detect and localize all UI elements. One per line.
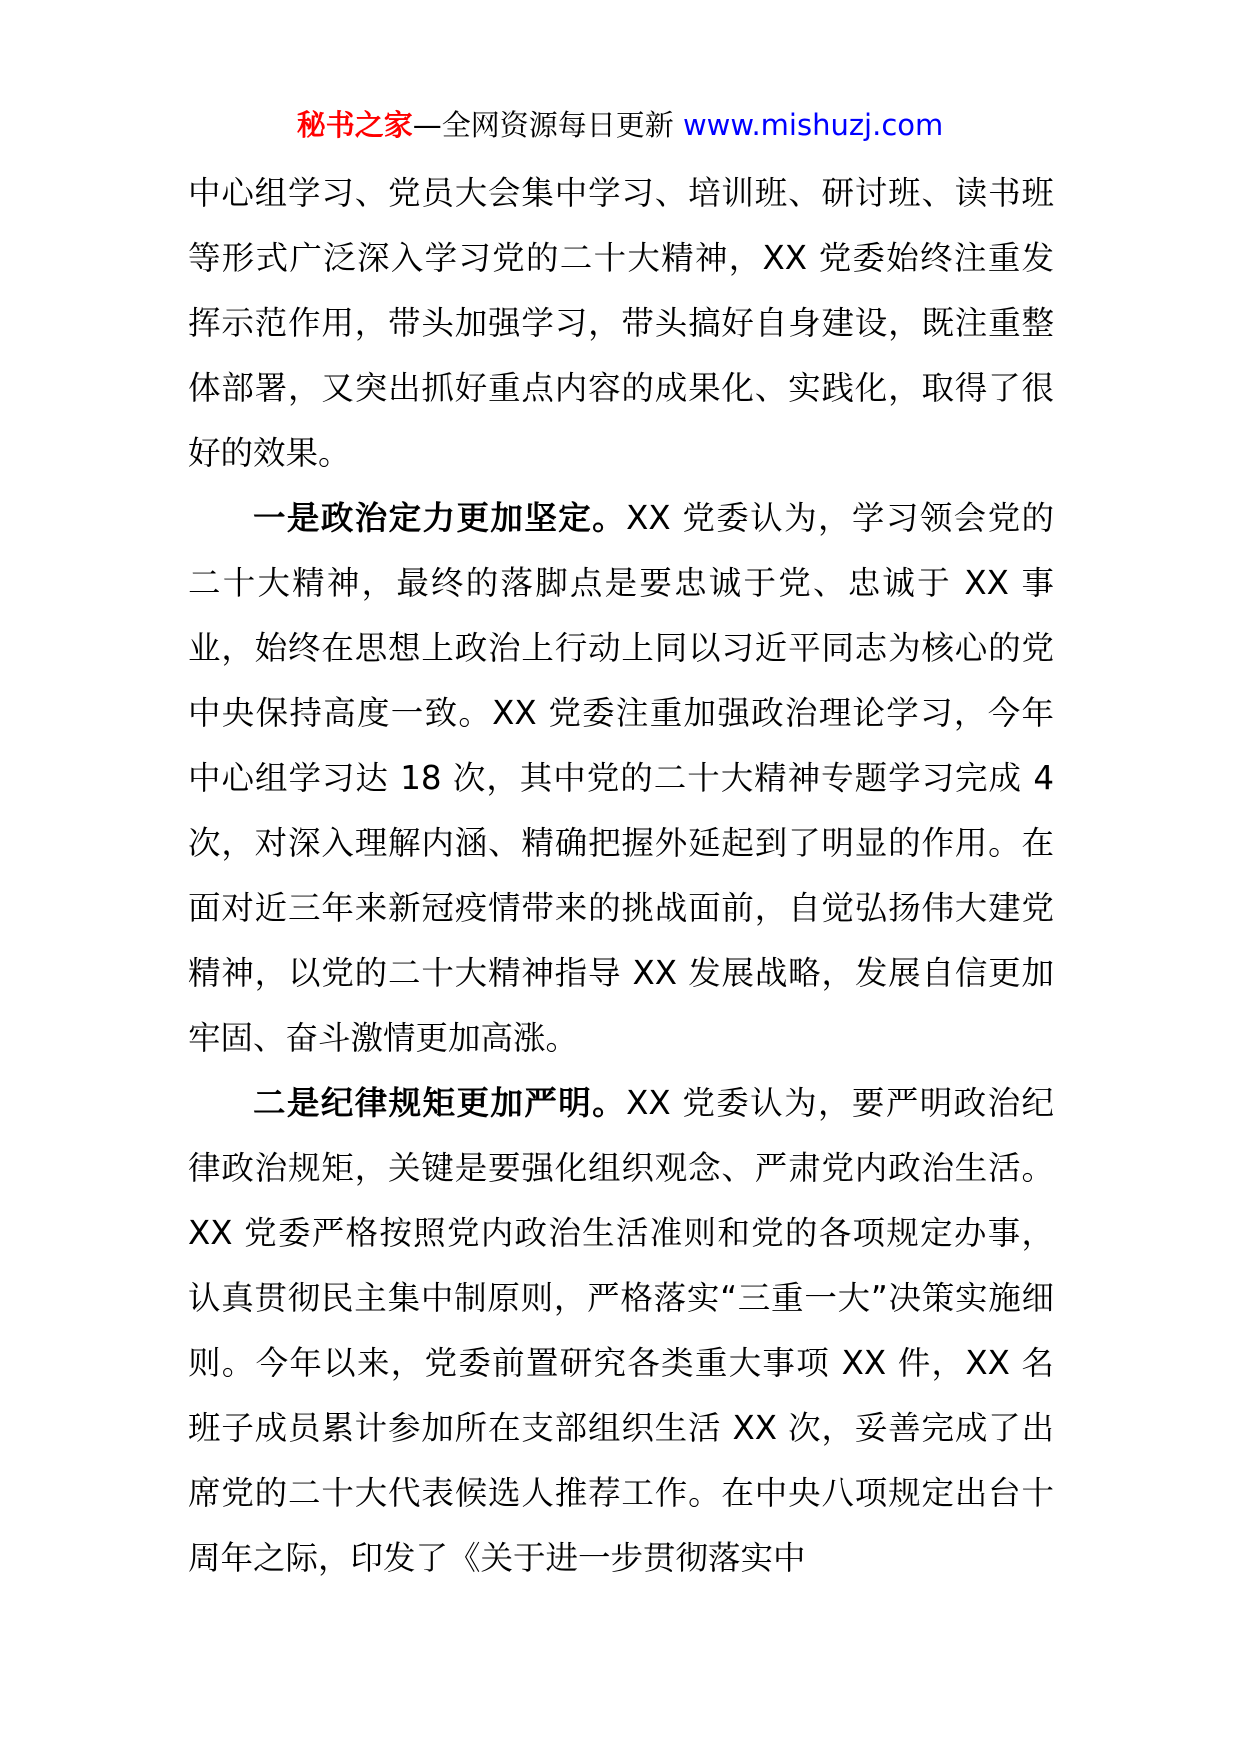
site-tagline: —全网资源每日更新 [412, 108, 674, 142]
paragraph-discipline-rules [188, 1071, 1054, 1591]
paragraph-lead-heading: 二是纪律规矩更加严明。 [253, 1084, 627, 1122]
paragraph-political-stability [188, 486, 1054, 1071]
site-url-link[interactable]: www.mishuzj.com [682, 108, 944, 142]
site-name: 秘书之家 [296, 108, 413, 142]
paragraph-text: XX 党委认为，要严明政治纪律政治规矩，关键是要强化组织观念、严肃党内政治生活。XX 党委严格按照党内政治生活准则和党的各项规定办事，认真贯彻民主集中制原则，严格落实“三重一大”决策实施细则。今年以来，党委前置研究各类重大事项 XX 件，XX 名班子成员累计参加所在支部组织生活 XX 次，妥善完成了出席党的二十大代表候选人推荐工作。在中央八项规定出台十周年之际，印发了《关于进一步贯彻落实中 [188, 1084, 1054, 1577]
page-header [0, 100, 1240, 150]
document-body [188, 161, 1054, 1591]
paragraph-text: 中心组学习、党员大会集中学习、培训班、研讨班、读书班等形式广泛深入学习党的二十大精神，XX 党委始终注重发挥示范作用，带头加强学习，带头搞好自身建设，既注重整体部署，又突出抓好重点内容的成果化、实践化，取得了很好的效果。 [188, 174, 1054, 472]
paragraph-lead-heading: 一是政治定力更加坚定。 [253, 499, 627, 537]
paragraph-text: XX 党委认为，学习领会党的二十大精神，最终的落脚点是要忠诚于党、忠诚于 XX 事业，始终在思想上政治上行动上同以习近平同志为核心的党中央保持高度一致。XX 党委注重加强政治理论学习，今年中心组学习达 18 次，其中党的二十大精神专题学习完成 4 次，对深入理解内涵、精确把握外延起到了明显的作用。在面对近三年来新冠疫情带来的挑战面前，自觉弘扬伟大建党精神，以党的二十大精神指导 XX 发展战略，发展自信更加牢固、奋斗激情更加高涨。 [188, 499, 1054, 1057]
paragraph-intro [188, 161, 1054, 486]
